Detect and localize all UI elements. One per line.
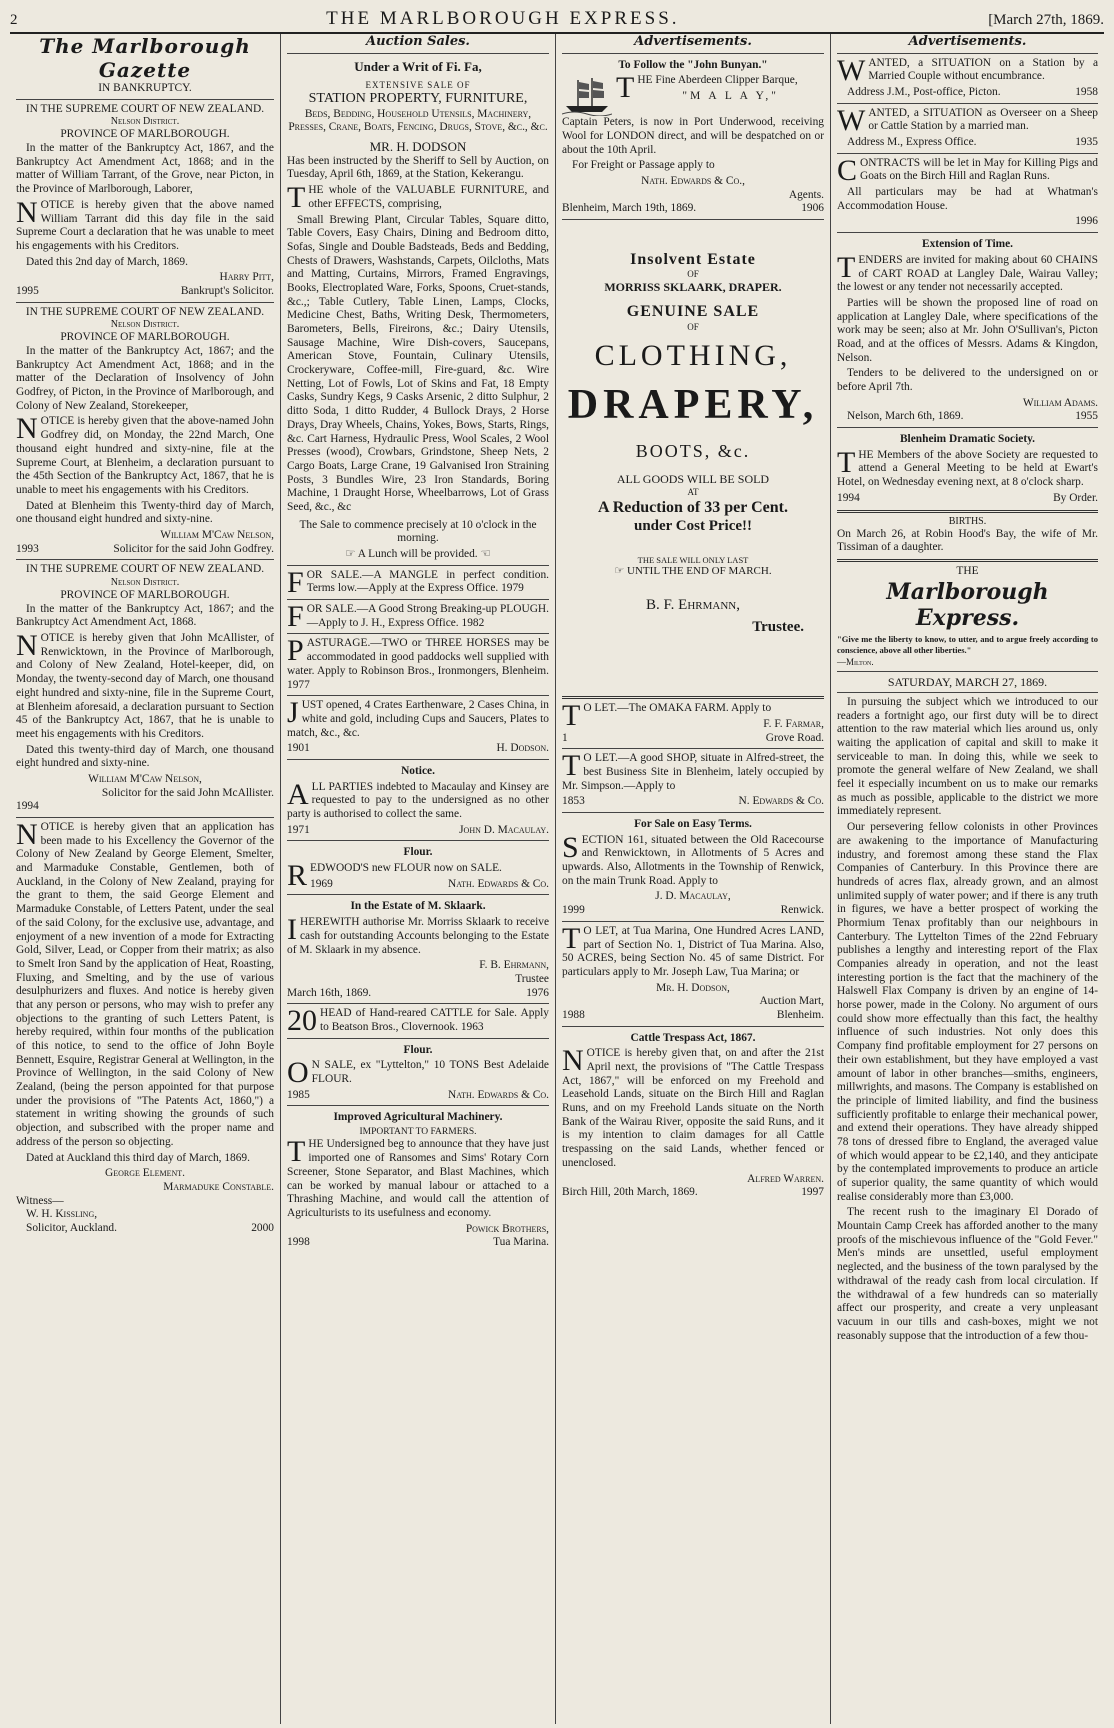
drop-cap: S <box>562 830 579 864</box>
property-heading: STATION PROPERTY, FURNITURE, <box>308 90 528 106</box>
ad-number: 1985 <box>287 1088 310 1101</box>
drop-cap: T <box>562 749 581 783</box>
ad-number: 1906 <box>801 202 824 215</box>
genuine-sale: GENUINE SALE <box>626 303 760 321</box>
signer: William Adams. <box>1022 396 1098 409</box>
signer: Marmaduke Constable. <box>163 1180 274 1193</box>
province: PROVINCE OF MARLBOROUGH. <box>60 331 230 344</box>
mangle-ad <box>287 565 549 599</box>
whole-text: HE whole of the VALUABLE FURNITURE, and other EFFECTS, comprising, <box>308 184 549 210</box>
earthenware-ad <box>287 695 549 756</box>
ad-text: LL PARTIES indebted to Macaulay and Kinsey are requested to pay to the undersigned as no other party is authorised to collect the same. <box>287 780 549 820</box>
ad-date: Nelson, March 6th, 1869. <box>847 410 964 423</box>
sailing-ship-icon <box>562 76 612 116</box>
signer: Harry Pitt, <box>219 271 274 284</box>
signer-role: Solicitor for the said John Godfrey. <box>113 542 274 555</box>
ad-text-2: Parties will be shown the proposed line of road on application at Langley Dale, where specifications of the work may be seen; also at Mr. John O'Sullivan's, Picton Road, and at the offices of Messrs. Adams & Kingdon, Nelson. <box>837 296 1098 364</box>
shop-ad <box>562 748 824 809</box>
signer: Nath. Edwards & Co. <box>448 877 549 890</box>
instructions: Has been instructed by the Sheriff to Sell by Auction, on Tuesday, April 6th, 1869, at the Station, Kekerangu. <box>287 154 549 181</box>
signer-role: Auction Mart, <box>759 995 824 1008</box>
witness-role: Solicitor, Auckland. <box>26 1221 117 1234</box>
district: Nelson District. <box>110 577 180 588</box>
drop-cap: F <box>287 600 304 634</box>
ad-heading: To Follow the "John Bunyan." <box>618 58 768 71</box>
editorial-para-3: The recent rush to the imaginary El Dorado of Mountain Camp Creek has afforded another to the many proofs of the mischievous influence of the "Gold Fever." Men's minds are unsettled, useful employment neglected, and the business of the town paralysed by the withdrawal of the ready cash from local circulation. If the withdrawal of a few hundreds can so materially affect our prosperity, and create a very unpleasant vacuum in our tills and cash-boxes, might we not reasonably suppose that the introduction of a few thou- <box>837 1206 1098 1342</box>
motto-author: —Milton. <box>837 656 874 667</box>
notice-patent <box>16 817 274 1236</box>
ad-number: 1982 <box>461 616 485 629</box>
drop-cap: T <box>837 250 856 284</box>
lunch-line: ☞ A Lunch will be provided. ☜ <box>345 548 491 560</box>
items-caps: Beds, Bedding, Household Utensils, Machinery, Presses, Crane, Boats, Fencing, Drugs, Stove, &c., &c. <box>288 107 548 134</box>
writ-heading: Under a Writ of Fi. Fa, <box>354 58 482 74</box>
ad-text: ANTED, a SITUATION on a Station by a Married Couple without encumbrance. <box>868 56 1098 83</box>
freight: For Freight or Passage apply to <box>572 159 715 172</box>
ad-number: 1979 <box>501 582 524 595</box>
ad-number: 1853 <box>562 795 585 808</box>
signer: John D. Macaulay. <box>459 823 549 836</box>
trustee-name: B. F. Ehrmann, <box>646 597 740 614</box>
editorial-para-1: In pursuing the subject which we introduced to our readers a fortnight ago, our first duty will be to direct attention to the raw material which lies around us, only waiting the application of capital and skill to make it serviceable to man. In doing this, while we seek to promote the general welfare of New Zealand, we shall feel it especially incumbent on us to make our remarks as much as possible, applicable to the district we more immediately represent. <box>837 692 1098 819</box>
notice-text: OTICE is hereby given that the above named William Tarrant did this day file in the said Supreme Court a declaration that he was unable to meet his engagements with his Creditors. <box>16 198 274 252</box>
ad-address: Address J.M., Post-office, Picton. <box>847 85 1001 98</box>
ad-text: UST opened, 4 Crates Earthenware, 2 Cases China, in white and gold, including Cups and Saucers, Plates to match, &c., &c. <box>287 699 549 739</box>
ad-number: 1 <box>562 731 568 744</box>
ad-heading: In the Estate of M. Sklaark. <box>350 900 486 913</box>
ad-number: 1958 <box>1075 85 1098 98</box>
until-line: ☞ UNTIL THE END OF MARCH. <box>614 565 772 577</box>
ad-text-2: All particulars may be had at Whatman's Accommodation House. <box>837 186 1098 212</box>
ad-heading: Blenheim Dramatic Society. <box>899 433 1036 446</box>
signer: J. D. Macaulay, <box>655 890 731 903</box>
reduction: A Reduction of 33 per Cent. <box>598 498 788 516</box>
dated: Dated this twenty-third day of March, one thousand eight hundred and sixty-nine. <box>16 743 274 770</box>
agents-label: Agents. <box>788 188 824 201</box>
clothing: CLOTHING, <box>594 339 792 373</box>
item-list: Small Brewing Plant, Circular Tables, Square ditto, Table Covers, Easy Chairs, Dining and Bedroom ditto, Sofas, Single and Double Badsteads, Beds and Bedding, Chests of Drawers, Washstands, Carpets, Oilcloths, Mats and Matting, Curtains, Mirrors, Framed Engravings, Books, Electroplated Ware, Forks, Spoons, Cruet-stands, &c.,; Table Cutlery, Table Linen, Lamps, Clocks, Medicine Chest, Baths, Writing Desk, Thermometers, Barometers, Bells, Fireirons, &c.; Dairy Utensils, Sausage Machine, Wire Dish-covers, Saucepans, American Stove, Fountain, Culinary Utensils, Crockeryware, Coffee-mill, Fire-guard, &c. Wire Netting, Lot of Fowls, Lot of Skins and Fat, 18 Empty Casks, Sundry Kegs, 9 Casks Arsenic, 2 ditto Sulphur, 2 ditto Soda, 1 ditto Rudder, 4 Bullock Drays, 2 Horse Drays, Dray Wheels, Chains, Yokes, Bows, Starts, Rings, &c. Cart Harness, Hydraulic Press, Wool Scales, 2 Wool Presses (wood), Crowbars, Grindstone, Sheep Nets, 2 Cargo Boats, Large Crane, 19 Galvanised Iron Straining Posts, 3 Bundles Wire, 23 Iron Standards, Boring Machine, 1 Draught Horse, Wheelbarrows, Lot of Grass Seed, &c., &c <box>287 213 549 513</box>
drop-cap: 20 <box>287 1004 317 1038</box>
signer: George Element. <box>105 1167 185 1180</box>
ad-date: March 16th, 1869. <box>287 986 372 999</box>
ad-number: 1993 <box>16 542 39 555</box>
notice-ad <box>287 759 549 837</box>
easy-terms-ad <box>562 812 824 918</box>
under-cost: under Cost Price!! <box>633 517 753 534</box>
drop-cap: O <box>287 1056 309 1090</box>
ad-text: HEREWITH authorise Mr. Morriss Sklaark to receive cash for outstanding Accounts belonging to the Estate of M. Sklaark in my absence. <box>287 916 549 956</box>
drop-cap: W <box>837 103 866 137</box>
ad-number: 1976 <box>526 986 549 999</box>
district: Nelson District. <box>110 116 180 128</box>
until: UNTIL THE END OF MARCH. <box>627 565 772 577</box>
signer: Alfred Warren. <box>747 1172 824 1185</box>
signer: N. Edwards & Co. <box>738 795 824 808</box>
births-text: On March 26, at Robin Hood's Bay, the wife of Mr. Tissiman of a daughter. <box>837 527 1098 554</box>
column-1 <box>10 34 280 1724</box>
motto: "Give me the liberty to know, to utter, and to argue freely according to conscience, above all other liberties." <box>837 634 1098 655</box>
ad-place: Grove Road. <box>765 731 824 744</box>
signer: By Order. <box>1053 491 1098 504</box>
notice-text: OTICE is hereby given that the above-named John Godfrey did, on Monday, the 22nd March, One thousand eight hundred and sixty-nine, file at the Supreme Court, at Blenheim, a declaration pursuant to the 45th Section of the Bankruptcy Act, 1867, that he is unable to meet his engagements with his Creditors. <box>16 415 274 496</box>
court-heading: IN THE SUPREME COURT OF NEW ZEALAND. <box>25 563 265 576</box>
trustee-label: Trustee. <box>752 619 804 636</box>
drop-cap: T <box>562 921 581 955</box>
ad-heading: Cattle Trespass Act, 1867. <box>630 1031 756 1044</box>
drop-cap: A <box>287 777 309 811</box>
gazette-sub: IN BANKRUPTCY. <box>98 82 192 94</box>
district: Nelson District. <box>110 319 180 331</box>
pasturage-ad <box>287 633 549 692</box>
section-heading: Auction Sales. <box>366 34 470 49</box>
ad-number: 2000 <box>251 1221 274 1234</box>
ad-text: ASTURAGE.—TWO or THREE HORSES may be accommodated in good paddocks well supplied with water. Apply to Robinson Bros., Ironmongers, Blenheim. <box>287 637 549 677</box>
ad-heading: For Sale on Easy Terms. <box>634 818 752 830</box>
signer: William M'Caw Nelson, <box>160 528 274 541</box>
newspaper-title: THE MARLBOROUGH EXPRESS. <box>326 8 680 29</box>
ad-place: Renwick. <box>780 904 824 917</box>
trespass-ad <box>562 1026 824 1200</box>
ad-number: 1955 <box>1075 410 1098 423</box>
ad-text: ANTED, a SITUATION as Overseer on a Sheep or Cattle Station by a married man. <box>868 106 1098 133</box>
court-heading: IN THE SUPREME COURT OF NEW ZEALAND. <box>25 305 265 318</box>
court-heading: IN THE SUPREME COURT OF NEW ZEALAND. <box>25 102 265 115</box>
matter: In the matter of the Bankruptcy Act, 1867, and the Bankruptcy Act Amendment Act, 1868; and in the matter of William Tarrant, of the Grove, near Picton, in the Province of Marlborough, Laborer, <box>16 142 274 196</box>
ad-number: 1996 <box>1075 215 1098 228</box>
drop-cap: N <box>16 412 38 446</box>
dramatic-ad <box>837 427 1098 505</box>
ad-number: 1994 <box>16 800 39 813</box>
sale-duration: THE SALE WILL ONLY LAST <box>637 554 749 565</box>
ad-text: HE Fine Aberdeen Clipper Barque, <box>637 74 798 87</box>
extensive: EXTENSIVE SALE OF <box>365 80 471 91</box>
ad-text: OR SALE.—A MANGLE in perfect condition. Terms low.—Apply at the Express Office. <box>306 568 549 595</box>
matter: In the matter of the Bankruptcy Act, 1867; and the Bankruptcy Act Amendment Act, 1868. <box>16 602 274 629</box>
section-heading: Advertisements. <box>908 34 1027 49</box>
at-label: AT <box>687 486 699 497</box>
ad-text: O LET.—A good SHOP, situate in Alfred-street, the best Business Site in Blenheim, lately occupied by Mr. Simpson.—Apply to <box>562 752 824 792</box>
agent: Nath. Edwards & Co., <box>641 175 745 188</box>
flour2-ad <box>287 1038 549 1103</box>
ad-heading: Improved Agricultural Machinery. <box>333 1111 503 1124</box>
ad-number: 1995 <box>16 284 39 297</box>
drop-cap: T <box>616 71 635 105</box>
ad-number: 1935 <box>1075 136 1098 149</box>
drapery: DRAPERY, <box>567 382 819 429</box>
extension-ad <box>837 232 1098 424</box>
witness: Witness— <box>16 1194 64 1207</box>
births-heading: BIRTHS. <box>948 515 987 527</box>
plough-ad <box>287 599 549 634</box>
ad-text: OR SALE.—A Good Strong Breaking-up PLOUGH.—Apply to J. H., Express Office. <box>306 603 549 629</box>
ad-number: 1994 <box>837 491 860 504</box>
ad-number: 1998 <box>287 1236 310 1249</box>
ad-text: ECTION 161, situated between the Old Racecourse and Renwicktown, in Allotments of 5 Acres and upwards. Also, Allotments in the Township of Renwick, on the main Trunk Road. Apply to <box>562 833 824 887</box>
commence: The Sale to commence precisely at 10 o'clock in the morning. <box>299 518 537 545</box>
ad-date: Birch Hill, 20th March, 1869. <box>562 1186 698 1199</box>
auctioneer: MR. H. DODSON <box>369 139 467 155</box>
notice-tarrant <box>16 99 274 299</box>
ad-number: 1901 <box>287 742 310 755</box>
drop-cap: R <box>287 859 308 893</box>
ad-text: N SALE, ex "Lyttelton," 10 TONS Best Adelaide FLOUR. <box>311 1059 549 1085</box>
issue-date: [March 27th, 1869. <box>988 12 1104 28</box>
editorial-para-2: Our persevering fellow colonists in other Provinces are awakening to the importance of Manufacturing industry, and foremost among these stand the Flax Companies of Canterbury. In this Province there are hundreds of acres flax, already grown, and an almost unlimited supply of water power; and if there is any truth in figures, we have a better prospect of working the Phormium Tenax profitably than our neighbours in Canterbury. The Lyttelton Times of the 22nd February publishes a lengthy and interesting report of the Flax Companies already in operation, and not the least interesting portion is the fact that the machinery of the Halswell Flax Company is driven by an engine of 14-horse power, made in the Colony. No argument of ours could show more effectually than this fact, the healthy influence of such industries. Not only does this Company find profitable employment for 27 persons on their own establishment, but they have employed a vast amount of labor in other branches—smiths, engineers, millwrights, and masons. The Company is established on the principle of limited liability, and find the business sufficiently profitable to enlarge their mechanical power, and extend their operations. They have already shipped 78 tons of dressed fibre to England, the averaged value of which would appear to be £2,140, and they anticipate by the contemplated improvements to produce an article of superior quality, the same quantity of which would realise considerably more than £3,000. <box>837 821 1098 1203</box>
gazette-heading: The Marlborough Gazette <box>39 34 251 82</box>
ad-text: ONTRACTS will be let in May for Killing Pigs and Goats on the Birch Hill and Raglan Runs. <box>860 156 1098 183</box>
ad-text: HE Undersigned beg to announce that they have just imported one of Ransomes and Sims' Rotary Corn Screener, Stone Separator, and Blast Machines, which can be worked by manual labour or attached to a Thrashing Machine, and would call the attention of Agriculturists to its usefulness and economy. <box>287 1138 549 1219</box>
drop-cap: T <box>562 699 581 733</box>
wanted-ad-2 <box>837 103 1098 150</box>
drop-cap: C <box>837 153 858 187</box>
signer-role: Bankrupt's Solicitor. <box>180 284 274 297</box>
column-4 <box>830 34 1104 1724</box>
ad-text-3: Tenders to be delivered to the undersigned on or before April 7th. <box>837 367 1098 394</box>
signer: William M'Caw Nelson, <box>88 772 202 785</box>
drop-cap: T <box>837 445 856 479</box>
ad-address: Address M., Express Office. <box>847 136 977 149</box>
station-sale-ad <box>287 53 549 562</box>
signer: F. B. Ehrmann, <box>479 959 549 972</box>
births <box>837 510 1098 555</box>
signer-role: Solicitor for the said John McAllister. <box>101 786 274 799</box>
ad-text: OTICE is hereby given that, on and after the 21st April next, the provisions of "The Cattle Trespass Act, 1867," will be enforced on my Freehold and Leasehold Lands, situate on the Birch Hill and Raglan Runs, and on my Freehold Lands situate on the North Bank of the Wairau River, opposite the said Runs, and it is my intention to claim damages for all Cattle trespassing on the said Lands, whether fenced or unenclosed. <box>562 1047 824 1169</box>
ad-text: HE Members of the above Society are requested to attend a General Meeting to be held at Ewart's Hotel, on Wednesday evening next, at 8 o'clock sharp. <box>837 448 1098 489</box>
dated: Dated at Blenheim this Twenty-third day of March, one thousand eight hundred and sixty-nine. <box>16 499 274 526</box>
signer-role: Trustee <box>515 972 549 985</box>
bunyan-ad <box>562 53 824 217</box>
ad-heading: Flour. <box>403 846 433 859</box>
ad-number: 1977 <box>287 678 310 691</box>
ad-place: Tua Marina. <box>493 1236 549 1249</box>
drop-cap: N <box>16 818 38 851</box>
ad-heading: Extension of Time. <box>921 238 1014 251</box>
insolvent-sale-ad <box>562 219 824 636</box>
paper-title: Marlborough Express. <box>886 578 1049 631</box>
editorial <box>837 559 1098 1343</box>
ad-place: Blenheim. <box>776 1008 824 1021</box>
estate-ad <box>287 894 549 1000</box>
insolvent-heading: Insolvent Estate <box>630 251 756 269</box>
ad-number: 1971 <box>287 823 310 836</box>
ad-text: HEAD of Hand-reared CATTLE for Sale. Apply to Beatson Bros., Clovernook. <box>320 1007 549 1033</box>
of-label: OF <box>687 321 699 332</box>
omaka-ad <box>562 696 824 745</box>
drop-cap: I <box>287 913 297 947</box>
draper-name: MORRISS SKLAARK, DRAPER. <box>604 280 782 295</box>
notice-text: OTICE is hereby given that an application has been made to his Excellency the Governor of the Colony of New Zealand by George Element, Smelter, and Marmaduke Constable, Gentlemen, both of Auckland, in the Colony of New Zealand, praying for the grant to them, the said George Element and Marmaduke Constable, of Letters Patent, under the seal of the said Colony, for the exclusive use, advantage, and enjoyment of a new invention of a mode for Extracting Gold, Silver, Lead, or Copper from their matrix; as also to Smelt Iron Sand by the application of Heat, Roasting, Fluxing, and Smelting, and by the use of various desulphurizers and fluxes. And notice is hereby given that any person or persons, who may wish to prefer any objections to the granting of such Letters Patent, is hereby required, within four months of the publication of this notice, to send to the office of John Boyle Bennett, Esquire, Registrar General at Wellington, in the Province of Wellington, in the said Colony of New Zealand, (being the person appointed for that purpose under the provisions of "The Patents Act, 1860,") a statement in writing showing the grounds of such objection, and subscribed with the proper name and address of the person so objecting. <box>16 821 274 1148</box>
editorial-date: SATURDAY, MARCH 27, 1869. <box>837 671 1098 689</box>
ad-number: 1969 <box>310 877 333 890</box>
drop-cap: N <box>16 629 38 663</box>
ad-number: 1999 <box>562 904 585 917</box>
signer: Nath. Edwards & Co. <box>448 1088 549 1101</box>
signer: H. Dodson. <box>496 742 549 755</box>
witness-name: W. H. Kissling, <box>26 1208 98 1221</box>
boots: BOOTS, &c. <box>635 440 751 461</box>
wanted-ad-1 <box>837 53 1098 100</box>
signer: Powick Brothers, <box>465 1222 549 1235</box>
section-heading: Advertisements. <box>634 34 752 49</box>
drop-cap: P <box>287 634 304 668</box>
ad-body: Captain Peters, is now in Port Underwood, receiving Wool for LONDON direct, and will be despatched on or about the 10th April. <box>562 116 824 156</box>
signer: Mr. H. Dodson, <box>656 981 730 994</box>
ad-text: EDWOOD'S new FLOUR now on SALE. <box>310 862 502 875</box>
ad-number: 1963 <box>460 1020 484 1033</box>
matter: In the matter of the Bankruptcy Act, 1867; and the Bankruptcy Act Amendment Act, 1868; and in the matter of the Declaration of Insolvency of John Godfrey, of Picton, in the Province of Marlborough, and Colony of New Zealand, Storekeeper, <box>16 345 274 412</box>
ad-number: 1988 <box>562 1008 585 1021</box>
lunch: A Lunch will be provided. <box>357 548 478 560</box>
page-number: 2 <box>10 12 18 28</box>
ad-heading: Flour. <box>403 1043 433 1056</box>
drop-cap: N <box>562 1044 584 1078</box>
ad-text: O LET, at Tua Marina, One Hundred Acres LAND, part of Section No. 1, District of Tua Marina. Also, 50 ACRES, being Section No. 45 of same District. For particulars apply to Mr. Joseph Law, Tua Marina; or <box>562 924 824 978</box>
drop-cap: F <box>287 565 304 599</box>
flour-ad <box>287 840 549 891</box>
drop-cap: T <box>287 181 306 215</box>
the-label: THE <box>956 564 979 577</box>
ad-heading: Notice. <box>401 764 435 777</box>
masthead <box>10 8 1104 34</box>
all-goods: ALL GOODS WILL BE SOLD <box>616 472 770 487</box>
notice-text: OTICE is hereby given that John McAllister, of Renwicktown, in the Province of Marlborough, and Colony of New Zealand, Hotel-keeper, did, on Monday, the twenty-second day of March, one thousand eight hundred and sixty-nine, file in the Supreme Court, at Blenheim aforesaid, a declaration pursuant to Section 45 of the Bankruptcy Act, 1867, that he is unable to meet his engagements with his Creditors. <box>16 632 274 740</box>
drop-cap: J <box>287 696 299 730</box>
of-label: OF <box>687 269 699 280</box>
ship-name: "M A L A Y," <box>682 89 779 102</box>
signer: F. F. Farmar, <box>763 717 824 730</box>
contracts-ad <box>837 153 1098 229</box>
notice-mcallister <box>16 559 274 814</box>
notice-godfrey <box>16 302 274 557</box>
province: PROVINCE OF MARLBOROUGH. <box>60 128 230 141</box>
machinery-ad <box>287 1105 549 1250</box>
drop-cap: N <box>16 195 38 229</box>
column-2 <box>280 34 555 1724</box>
tua-marina-ad <box>562 921 824 1023</box>
ad-text: O LET.—The OMAKA FARM. Apply to <box>583 702 772 715</box>
ad-date: Blenheim, March 19th, 1869. <box>562 202 697 215</box>
dated: Dated at Auckland this third day of March, 1869. <box>26 1151 250 1164</box>
province: PROVINCE OF MARLBOROUGH. <box>60 589 230 601</box>
ad-subheading: IMPORTANT TO FARMERS. <box>359 1127 477 1138</box>
ad-number: 1997 <box>801 1186 824 1199</box>
dated: Dated this 2nd day of March, 1869. <box>26 255 188 268</box>
ad-text: ENDERS are invited for making about 60 CHAINS of CART ROAD at Langley Dale, Wairau Valley; the lowest or any tender not necessarily accepted. <box>837 253 1098 294</box>
cattle-ad <box>287 1003 549 1038</box>
drop-cap: W <box>837 53 866 87</box>
column-3 <box>555 34 830 1724</box>
drop-cap: T <box>287 1135 306 1169</box>
